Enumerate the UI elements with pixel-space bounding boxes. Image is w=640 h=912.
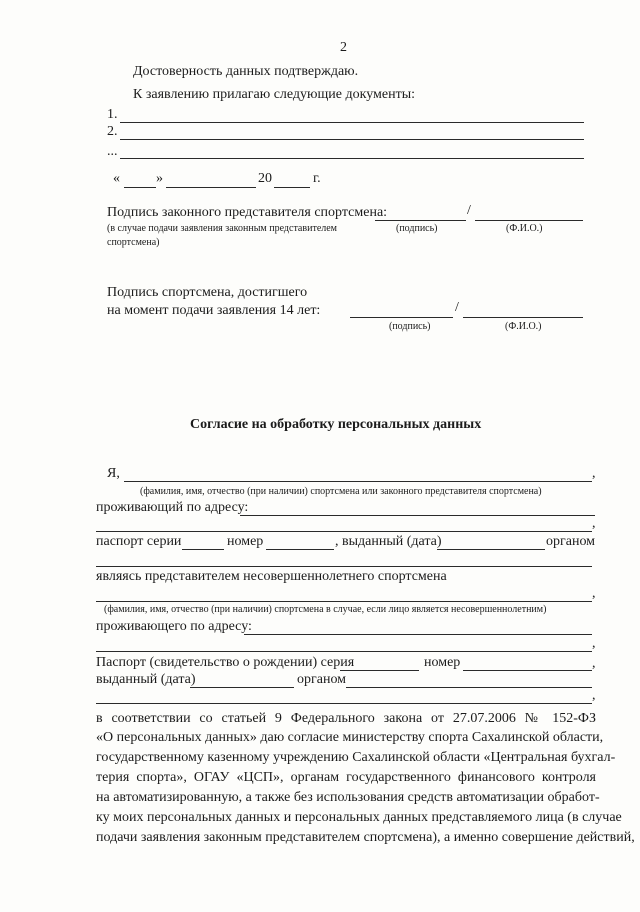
minor-address-field-2[interactable] [96, 651, 592, 652]
passport-series-field[interactable] [182, 549, 224, 550]
passport-number-field[interactable] [266, 549, 334, 550]
document-line-1[interactable] [120, 122, 584, 123]
consent-body-line-4: терия спорта», ОГАУ «ЦСП», органам государственного финансового контроля [96, 770, 596, 785]
item-number-more: ... [107, 144, 118, 159]
passport-number-label: номер [227, 534, 264, 549]
rep-sign-label: Подпись законного представителя спортсмена: [107, 205, 388, 220]
consent-fio-comma: , [592, 466, 596, 481]
athlete-caption-signature: (подпись) [389, 321, 431, 332]
document-line-2[interactable] [120, 139, 584, 140]
athlete-sign-label-1: Подпись спортсмена, достигшего [107, 285, 308, 300]
consent-body-line-1: в соответствии со статьей 9 Федерального закона от 27.07.2006 № 152-ФЗ [96, 711, 596, 726]
athlete-signature-field[interactable] [350, 317, 453, 318]
consent-body-line-3: государственному казенному учреждению Сахалинской области «Центральная бухгал- [96, 750, 616, 765]
minor-fio-field[interactable] [96, 601, 592, 602]
consent-title: Согласие на обработку персональных данных [190, 417, 482, 432]
consent-body-line-6: ку моих персональных данных и персональных данных представляемого лица (в случае [96, 810, 622, 825]
birth-cert-number-label: номер [424, 655, 461, 670]
passport-series-label: паспорт серии [96, 534, 182, 549]
date-day-field[interactable] [124, 187, 156, 188]
consent-i-label: Я, [107, 466, 120, 481]
birth-cert-number-field[interactable] [463, 670, 592, 671]
date-year-field[interactable] [274, 187, 310, 188]
consent-body-line-7: подачи заявления законным представителем спортсмена), а именно совершение действий, [96, 830, 635, 845]
consent-address-comma: , [592, 516, 596, 531]
minor-fio-note: (фамилия, имя, отчество (при наличии) спортсмена в случае, если лицо является несовершеннолетним) [104, 604, 547, 615]
athlete-fio-field[interactable] [463, 317, 583, 318]
item-number-1: 1. [107, 107, 118, 122]
consent-address-field-2[interactable] [96, 531, 592, 532]
athlete-caption-fio: (Ф.И.О.) [505, 321, 542, 332]
date-month-field[interactable] [166, 187, 256, 188]
birth-cert-series-field[interactable] [340, 670, 419, 671]
birth-cert-series-label: Паспорт (свидетельство о рождении) серия [96, 655, 355, 670]
rep-signature-field[interactable] [375, 220, 466, 221]
consent-fio-note: (фамилия, имя, отчество (при наличии) спортсмена или законного представителя спортсмена) [140, 486, 542, 497]
birth-cert-organ-label: органом [297, 672, 347, 687]
attach-text: К заявлению прилагаю следующие документы: [133, 87, 416, 102]
page-number: 2 [340, 40, 347, 55]
rep-sign-slash: / [467, 203, 471, 218]
rep-caption-signature: (подпись) [396, 223, 438, 234]
passport-organ-field[interactable] [96, 566, 592, 567]
passport-issued-label: , выданный (дата) [335, 534, 442, 549]
confirm-text: Достоверность данных подтверждаю. [133, 64, 359, 79]
birth-cert-organ-field[interactable] [346, 687, 592, 688]
birth-cert-organ-field-2[interactable] [96, 703, 592, 704]
year-prefix: 20 [258, 171, 272, 186]
consent-residing-label: проживающий по адресу: [96, 500, 249, 515]
item-number-2: 2. [107, 124, 118, 139]
rep-note-line1: (в случае подачи заявления законным представителем [107, 223, 338, 234]
minor-fio-comma: , [592, 586, 596, 601]
consent-body-line-5: на автоматизированную, а также без использования средств автоматизации обработ- [96, 790, 600, 805]
year-suffix: г. [313, 171, 321, 186]
birth-cert-issued-label: выданный (дата) [96, 672, 196, 687]
passport-organ-label: органом [546, 534, 596, 549]
birth-cert-issued-field[interactable] [190, 687, 294, 688]
minor-residing-label: проживающего по адресу: [96, 619, 252, 634]
birth-cert-comma: , [592, 656, 596, 671]
birth-cert-organ-comma: , [592, 688, 596, 703]
rep-caption-fio: (Ф.И.О.) [506, 223, 543, 234]
being-rep-text: являясь представителем несовершеннолетнего спортсмена [96, 569, 447, 584]
rep-note-line2: спортсмена) [107, 237, 160, 248]
document-line-more[interactable] [120, 158, 584, 159]
consent-body-line-2: «О персональных данных» даю согласие министерству спорта Сахалинской области, [96, 730, 604, 745]
minor-address-field[interactable] [244, 634, 592, 635]
passport-issued-date-field[interactable] [437, 549, 545, 550]
athlete-sign-label-2: на момент подачи заявления 14 лет: [107, 303, 321, 318]
rep-fio-field[interactable] [475, 220, 583, 221]
minor-address-comma: , [592, 636, 596, 651]
consent-address-field[interactable] [240, 515, 595, 516]
date-quote-open: « [113, 171, 120, 186]
consent-fio-field[interactable] [124, 481, 592, 482]
date-quote-close: » [156, 171, 163, 186]
athlete-sign-slash: / [455, 300, 459, 315]
